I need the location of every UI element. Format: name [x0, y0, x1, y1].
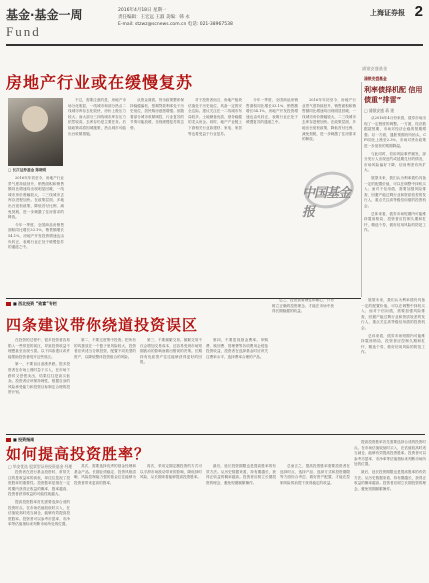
sidebar-column — [361, 66, 428, 297]
article3-col4 — [206, 464, 276, 580]
article2-para: 在投资的过程中，很多投资者容易陷入一些常见的误区，导致投资收益不理想甚至出现亏损。以下四条建议或许能帮助投资者绕开这些误区。 — [8, 338, 70, 359]
article3-col3 — [140, 464, 202, 580]
page-header — [6, 4, 423, 46]
article2-para: 第二，不要过度集中投资。把所有的鸡蛋放在一个篮子里风险较大，投资者应该适当分散投资，配置不同类型的资产，以降低整体投资组合的风险。 — [74, 338, 136, 359]
article3-para: 最后，延长投资期限也是提高胜率的有效方法。从历史数据来看，持有期越长，获得正收益的概率越高。投资者应树立长期投资的理念，避免短期频繁操作。 — [206, 464, 276, 485]
divider — [6, 434, 425, 435]
article2-headline: 四条建议带你绕道投资误区 — [6, 316, 199, 334]
article3-para: 总而言之，提高投资胜率需要投资者在选择时点、选择产品、选择方式和投资期限等方面综合考虑，做好资产配置，才能在控制风险的前提下获得稳定的收益。 — [280, 464, 350, 485]
article3-section-label: ■ 投资指南 — [6, 437, 34, 443]
article2-section-label: ■ 西北投资 “致富”专栏 — [6, 301, 57, 307]
sidebar-para: 与此同时，信用风险事件频发，部分发行人出现违约或延期兑付的情况，市场风险偏好下降，信用利差有所扩大。 — [364, 151, 426, 173]
article2-para: 第一，不要盲目追涨杀跌。很多投资者在市场上涨时急于买入，在市场下跌时又恐慌卖出，结果往往是高买低卖。投资者应该保持理性，根据自身的风险承受能力和投资目标制定合理的投资计划。 — [8, 362, 70, 395]
article1-col6 — [302, 98, 356, 166]
page-number: 2 — [414, 3, 423, 20]
paper-name: 上海证券报 — [370, 8, 405, 17]
sidebar-kicker: 浦银安盛基金 — [364, 76, 387, 81]
article1-col3 — [130, 98, 184, 296]
article1-para: 不过，需要注意的是，房地产市场分化明显，一线城市和部分热点二线城市库存去化较快，房价上涨压力较大；而大部分三四线城市库存压力依然较高，去库存仍是主要任务。后续政策或将因城施策，热点城市可能出台收紧措施。 — [68, 98, 126, 136]
article2-para: 总之，投资需要理性和耐心，只有树立正确的投资理念，才能在市场中获得长期稳健的收益。 — [272, 298, 334, 314]
sidebar-tag: 浦银安盛基金 — [362, 66, 388, 71]
article2-para: 第四，不要忽视基金费率。申购费、赎回费、管理费等各项费用会侵蚀投资收益，投资者在选择基金时应该关注费率水平，选择费率合理的产品。 — [206, 338, 268, 359]
header-meta — [118, 7, 298, 28]
sidebar-para: 总体来看，债券市场短期内可能维持震荡格局，投资者应控制久期和杠杆，精选个券，做好信用风险的防范工作。 — [361, 333, 425, 355]
section-subtitle: Fund — [6, 24, 41, 39]
header-editors: 责任编辑：王宏远 王淑 美编：韩 永 — [118, 15, 190, 20]
sidebar-author: □ 浦银安盛 蒋 建 — [364, 108, 394, 113]
article3-col2 — [74, 464, 136, 580]
article3-para: 提高投资胜率首先需要选择合适的投资时点。在市场估值较低时买入，在估值较高时适当减仓，能够有效提高投资胜率。投资者可以参考市盈率、市净率等估值指标来判断市场所处的位置。 — [8, 499, 70, 527]
logo-text: 中国基金报 — [302, 186, 351, 220]
article1-para: 今年一季度，全国商品房销售面积同比增长33.1%，销售额增长54.1%，房地产开发投资增速也由负转正，表明行业正处于缓慢复苏的通道之中。 — [8, 222, 64, 250]
article1-col4 — [188, 98, 242, 296]
sidebar-para: 展望未来，我们认为利率债仍具备一定的配置价值，可以在调整中择机买入；而对于信用债，需要加强风险排查，回避产能过剩行业和资质较差的发行人，重点关注高等级信用债的投资机会。 — [361, 298, 425, 330]
article3-headline: 如何提高投资胜率？ — [6, 445, 151, 463]
article1-para: 2016年年初至今，房地产行业景气度持续回升，销售面积和销售额同比增速均出现明显回暖，一线城市房价涨幅较大，二三线城市去库存进程加快。在政策层面，多地出台宽松政策，降低首付比例、减免契税，进一步刺激了住房需求的释放。 — [302, 98, 356, 142]
article1-para: 从资金面看，货币政策整体保持稳健偏松，按揭贷款利率处于历史低位，居民购房意愿增强。但随着部分城市收紧调控，行业复苏的节奏可能放缓，呈现缓慢复苏的态势。 — [130, 98, 184, 130]
article1-col2 — [68, 98, 126, 296]
article3-para: 再次，采用定期定额投资的方式可以平滑市场波动带来的影响，降低择时风险，从长期来看能够提高投资胜率。 — [140, 464, 202, 480]
article2-col4 — [206, 338, 268, 432]
article3-para: 最后，延长投资期限也是提高胜率的有效方法。从历史数据来看，持有期越长，获得正收益的概率越高。投资者应树立长期投资的理念，避免短期频繁操作。 — [354, 469, 426, 491]
article1-headline: 房地产行业或在缓慢复苏 — [6, 73, 194, 92]
article3-col1 — [8, 470, 70, 580]
header-contact: E-mail: stzwz@scnews.com.cn 电话: 021-38967538 — [118, 22, 233, 27]
article3-para: 提高投资胜率首先需要选择合适的投资时点。在市场估值较低时买入，在估值较高时适当减仓，能够有效提高投资胜率。投资者可以参考市盈率、市净率等估值指标来判断市场所处的位置。 — [354, 440, 426, 467]
article1-para: 今年一季度，全国商品房销售面积同比增长33.1%，销售额增长54.1%，房地产开发投资增速也由负转正，表明行业正处于缓慢复苏的通道之中。 — [246, 98, 298, 125]
sidebar-para: 展望未来，我们认为利率债仍具备一定的配置价值，可以在调整中择机买入；而对于信用债，需要加强风险排查，回避产能过剩行业和资质较差的发行人，重点关注高等级信用债的投资机会。 — [364, 175, 426, 208]
article1-para: 2016年年初至今，房地产行业景气度持续回升，销售面积和销售额同比增速均出现明显回暖，一线城市房价涨幅较大，二三线城市去库存进程加快。在政策层面，多地出台宽松政策，降低首付比例、减免契税，进一步刺激了住房需求的释放。 — [8, 176, 64, 220]
article3-col6 — [354, 440, 426, 580]
sidebar-title: 利率债择机配 信用债重“排雷” — [364, 86, 423, 104]
article2-para: 第三，不要频繁交易。频繁交易不仅会增加交易成本，还容易受到市场短期波动的影响而做出错误的决策。长期持有优质资产往往能够获得更好的回报。 — [140, 338, 202, 365]
author-photo — [8, 98, 63, 166]
article1-para: 对于投资者而言，房地产板块估值处于历史低位，具备一定的安全边际。建议关注在一二线城市布局较多、土地储备优质、财务稳健的龙头房企。同时，地产产业链上下游相关行业如建材、家电、家居等也将受益于行业复苏。 — [188, 98, 242, 136]
article2-col3 — [140, 338, 202, 432]
photo-caption: □ 长江证券基金 陈晓明 — [8, 168, 47, 172]
header-date: 2016年4月18日 星期一 — [118, 8, 167, 13]
sidebar-continued — [361, 298, 425, 432]
article2-col5 — [272, 298, 334, 432]
sidebar-para: 总体来看，债券市场短期内可能维持震荡格局，投资者应控制久期和杠杆，精选个券，做好信用风险的防范工作。 — [364, 211, 426, 233]
article1-col5 — [246, 98, 298, 296]
sidebar-body — [364, 116, 426, 296]
article3-para: 其次，需要选择优秀的基金经理和基金产品。长期业绩稳定、投资风格清晰、风险控制能力强的基金往往能够为投资者带来更高的胜率。 — [74, 464, 136, 485]
sidebar-para: 从2016年4月份来看，债券市场出现了一定程度的调整。一方面，经济数据超预期，市场对经济企稳的预期增强；另一方面，通胀预期有所抬头，CPI同比上涨至2.3%，市场对货币政策进一步宽松的预期降温。 — [364, 116, 426, 148]
article2-col1 — [8, 338, 70, 432]
article3-para: 投资者在进行基金投资时，常常关注的是收益率的高低，却往往忽视了投资胜率的重要性。投资胜率是指在一定时期内获得正收益的概率，胜率越高，投资者获得收益的可能性就越大。 — [8, 470, 70, 497]
newspaper-logo — [300, 170, 356, 220]
article1-col1 — [8, 176, 64, 296]
article3-author: □ 华安优选 股票型证券投资基金 经理 — [8, 464, 73, 469]
article3-col5 — [280, 464, 350, 580]
section-title: 基金·基金一周 — [6, 8, 83, 22]
article2-col2 — [74, 338, 136, 432]
